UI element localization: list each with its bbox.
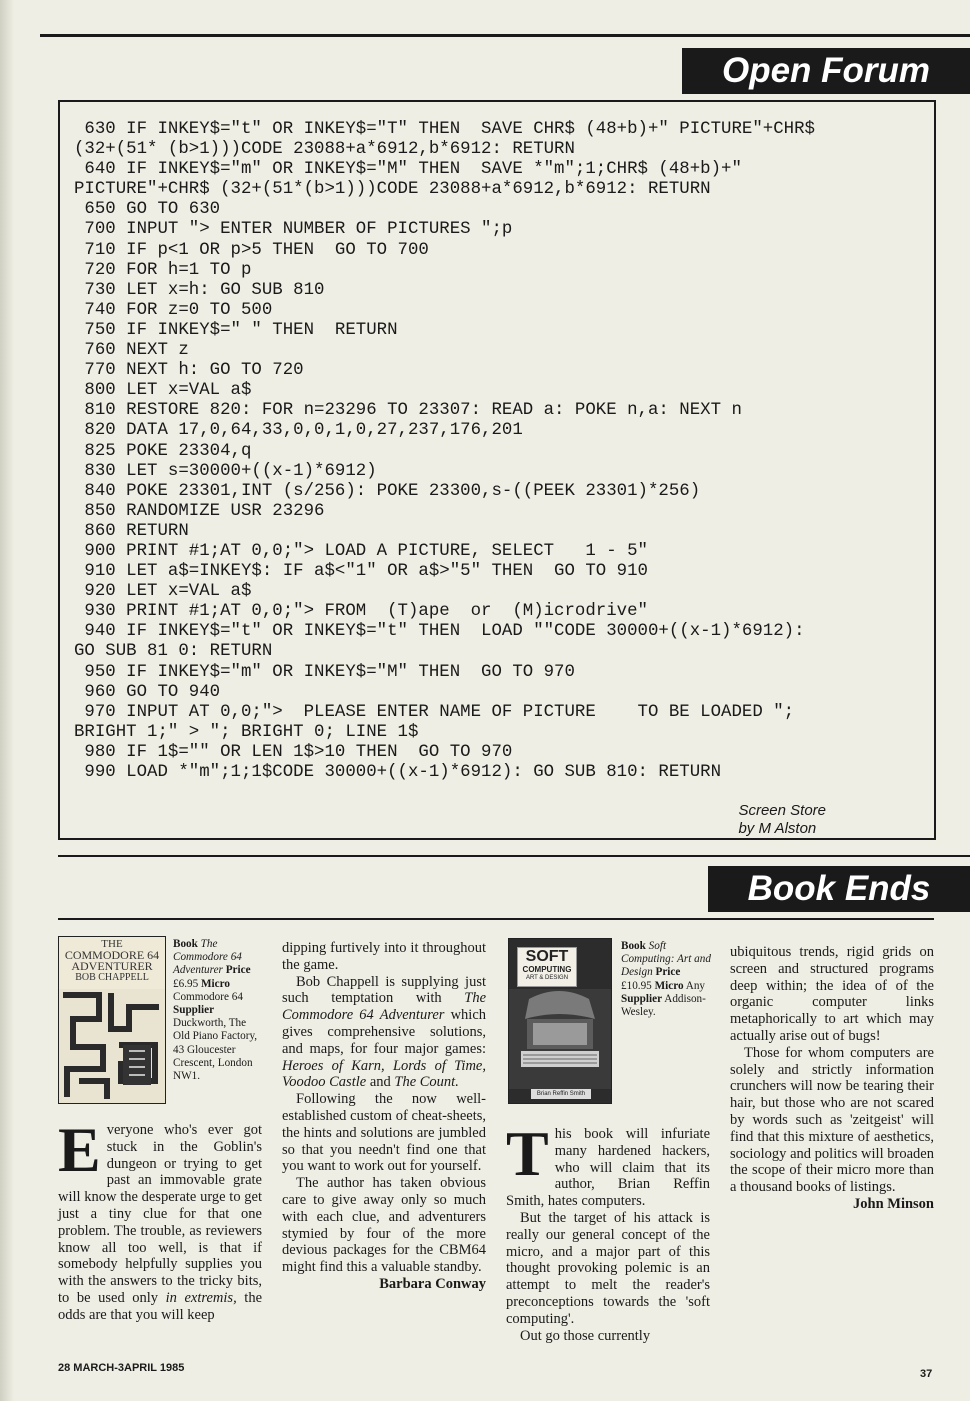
listing-line: (32+(51* (b>1)))CODE 23088+a*6912,b*6912: RETURN [74, 140, 575, 160]
review-2-column-4 [730, 944, 934, 1213]
listing-line: 825 POKE 23304,q [74, 441, 252, 461]
listing-line: 990 LOAD *"m";1;1$CODE 30000+((x-1)*6912): GO SUB 810: RETURN [74, 763, 722, 782]
review-1-col2-p2-games: Heroes of Karn, Lords of Time, Voodoo Castle [282, 1057, 486, 1091]
page-number: 37 [920, 1368, 933, 1380]
listing-line: 970 INPUT AT 0,0;"> PLEASE ENTER NAME OF PICTURE TO BE LOADED "; [74, 702, 795, 722]
listing-line: 860 RETURN [74, 521, 189, 541]
listing-line: 720 FOR h=1 TO p [74, 260, 252, 280]
review-1-italic-phrase: in extremis, [165, 1289, 237, 1306]
listing-line: 960 GO TO 940 [74, 682, 221, 702]
listing-line: 910 LET a$=INKEY$: IF a$<"1" OR a$>"5" THEN GO TO 910 [74, 562, 648, 582]
review-1-col2-p2-title: The Commodore 64 Adventurer [282, 990, 486, 1024]
listing-line: 730 LET x=h: GO SUB 810 [74, 280, 325, 300]
listing-line: 760 NEXT z [74, 341, 189, 361]
listing-line: 710 IF p<1 OR p>5 THEN GO TO 700 [74, 240, 429, 260]
cover-2-line-3: ART & DESIGN [525, 975, 569, 981]
listing-line: 920 LET x=VAL a$ [74, 582, 252, 602]
review-2-column-3 [506, 1118, 710, 1344]
cover-2-line-2: COMPUTING [522, 965, 572, 974]
listing-line: PICTURE"+CHR$ (32+(51*(b>1)))CODE 23088+a*6912,b*6912: RETURN [74, 180, 711, 200]
review-2-signature: John Minson [853, 1195, 934, 1212]
review-2-col4-p1: ubiquitous trends, rigid grids on screen and structured programs deep within; the idea of of the organic computer links metaphorically to art which may actually arise out of bugs! [730, 944, 934, 1044]
listing-line: 750 IF INKEY$=" " THEN RETURN [74, 320, 398, 340]
book-title-2: Soft Computing: Art and Design [621, 940, 711, 979]
review-1-intro-end: the odds are that you will keep [58, 1289, 263, 1323]
cover-1-line-2: COMMODORE 64 [64, 948, 160, 962]
review-1-col2-p4: The author has taken obvious care to give away only so much with each clue, and adventurers stymied by four of the more devious packages for the CBM64 might find this a valuable standby. [282, 1175, 486, 1276]
listing-line: 840 POKE 23301,INT (s/256): POKE 23300,s-((PEEK 23301)*256) [74, 481, 701, 501]
book-label-1: Book [173, 938, 198, 950]
listing-credit-author: by M Alston [738, 820, 817, 837]
listing-line: 830 LET s=30000+((x-1)*6912) [74, 461, 377, 481]
listing-line: 850 RANDOMIZE USR 23296 [74, 501, 325, 521]
review-1-col2-p2-last: The Count. [394, 1074, 459, 1091]
supplier-2: Addison-Wesley. [621, 992, 706, 1019]
cover-2-line-1: SOFT [525, 948, 569, 965]
review-2-col3-p3: Out go those currently [520, 1327, 651, 1344]
review-1-col2-p3: Following the now well-established custom of cheat-sheets, the hints and solutions are jumbled so that you needn't find one that you want to work out for yourself. [282, 1091, 486, 1175]
listing-line: 740 FOR z=0 TO 500 [74, 300, 273, 320]
program-listing [74, 120, 924, 783]
computer-illustration [509, 989, 611, 1089]
review-1-book-info [173, 938, 263, 1083]
book-ends-banner [708, 866, 970, 912]
cover-2-line-4: Brian Reffin Smith [531, 1089, 591, 1099]
maze-illustration [59, 989, 165, 1103]
page-gutter-shadow [0, 0, 14, 1401]
review-1-col2-p2 [282, 974, 486, 1092]
listing-credit [738, 802, 826, 838]
review-1-col2-p1: dipping furtively into it throughout the game. [282, 940, 486, 973]
commodore-adventurer-cover-image [58, 936, 166, 1104]
review-1-column-2 [282, 940, 486, 1293]
drop-cap-t: T [506, 1118, 549, 1189]
micro-2: Any [685, 979, 706, 992]
cover-1-line-4: BOB CHAPPELL [75, 972, 149, 983]
book-label-2: Book [621, 940, 646, 952]
supplier-label-1: Supplier [173, 1004, 215, 1017]
review-2-col4-p2: Those for whom computers are solely and strictly information crunchers will now be tearing their hair, but those who are not scared by words such as 'zeitgeist' will find that this mixture of aesthetics, sociology and politics will broaden the scope of their micro more than a thousand books of listings. [730, 1044, 934, 1196]
listing-credit-title: Screen Store [738, 802, 826, 819]
book-title-1: The Commodore 64 Adventurer [173, 938, 242, 977]
cover-1-line-3: ADVENTURER [71, 959, 153, 973]
price-1: £6.95 [173, 977, 199, 990]
listing-line: 930 PRINT #1;AT 0,0;"> FROM (T)ape or (M)icrodrive" [74, 602, 648, 622]
price-label-1: Price [225, 964, 251, 977]
listing-line: 980 IF 1$="" OR LEN 1$>10 THEN GO TO 970 [74, 742, 513, 762]
review-1-column-1 [58, 1114, 263, 1324]
open-forum-title: Open Forum [721, 51, 931, 90]
cover-1-line-1: THE [101, 938, 123, 950]
review-1-signature: Barbara Conway [379, 1275, 486, 1292]
listing-line: 630 IF INKEY$="t" OR INKEY$="T" THEN SAVE CHR$ (48+b)+" PICTURE"+CHR$ [74, 120, 815, 139]
listing-line: 770 NEXT h: GO TO 720 [74, 361, 304, 381]
book-ends-title: Book Ends [747, 869, 931, 908]
review-1-col2-p2-start: Bob Chappell is supplying just such temptation with [282, 973, 486, 1007]
micro-1: Commodore 64 [173, 990, 243, 1003]
listing-line: 800 LET x=VAL a$ [74, 381, 252, 401]
listing-line: 950 IF INKEY$="m" OR INKEY$="M" THEN GO TO 970 [74, 662, 575, 682]
soft-computing-cover-image [508, 938, 612, 1104]
supplier-label-2: Supplier [621, 992, 663, 1005]
listing-line: 650 GO TO 630 [74, 200, 221, 220]
listing-line: 820 DATA 17,0,64,33,0,0,1,0,27,237,176,201 [74, 421, 523, 441]
review-1-intro: veryone who's ever got stuck in the Goblin's dungeon or trying to get past an immovable grate will know the desperate urge to get just a tiny clue for that one problem. The trouble, as reviewers know all too well, is that if somebody helpfully supplies you with the answers to the tricky bits, to be used only [58, 1122, 262, 1306]
program-listing-box [58, 100, 936, 840]
top-rule [40, 34, 970, 37]
listing-line: 700 INPUT "> ENTER NUMBER OF PICTURES ";p [74, 220, 513, 240]
supplier-1: Duckworth, The Old Piano Factory, 43 Gloucester Crescent, London NW1. [173, 1017, 258, 1083]
listing-line: 640 IF INKEY$="m" OR INKEY$="M" THEN SAVE *"m";1;CHR$ (48+b)+" [74, 160, 742, 180]
listing-line: 900 PRINT #1;AT 0,0;"> LOAD A PICTURE, SELECT 1 - 5" [74, 541, 648, 561]
micro-label-2: Micro [654, 979, 684, 992]
price-2: £10.95 [621, 979, 652, 992]
listing-line: BRIGHT 1;" > "; BRIGHT 0; LINE 1$ [74, 722, 419, 742]
review-2-col3-p2: But the target of his attack is really our general concept of the micro, and a major part of this thought provoking polemic is an attempt to melt the reader's preconceptions towards the 'soft computing'. [506, 1209, 710, 1327]
listing-line: 810 RESTORE 820: FOR n=23296 TO 23307: READ a: POKE n,a: NEXT n [74, 401, 742, 421]
open-forum-banner [682, 48, 970, 94]
review-2-book-info [621, 940, 711, 1019]
book-ends-bottom-rule [58, 918, 934, 920]
micro-label-1: Micro [200, 977, 230, 990]
drop-cap-e: E [58, 1114, 101, 1185]
review-1-col2-p2-and: and [369, 1074, 391, 1091]
issue-date: 28 MARCH-3APRIL 1985 [58, 1362, 185, 1374]
review-1-col2-p2-mid: which gives comprehensive solutions, and maps, for four major games: [282, 1007, 486, 1057]
listing-line: GO SUB 81 0: RETURN [74, 642, 273, 662]
book-ends-top-rule [58, 855, 970, 857]
price-label-2: Price [655, 966, 681, 979]
listing-line: 940 IF INKEY$="t" OR INKEY$="t" THEN LOAD ""CODE 30000+((x-1)*6912): [74, 622, 805, 642]
review-2-col3-p1: his book will infuriate many hardened hackers, who will claim that its author, Brian Reffin Smith, hates computers. [506, 1126, 710, 1210]
